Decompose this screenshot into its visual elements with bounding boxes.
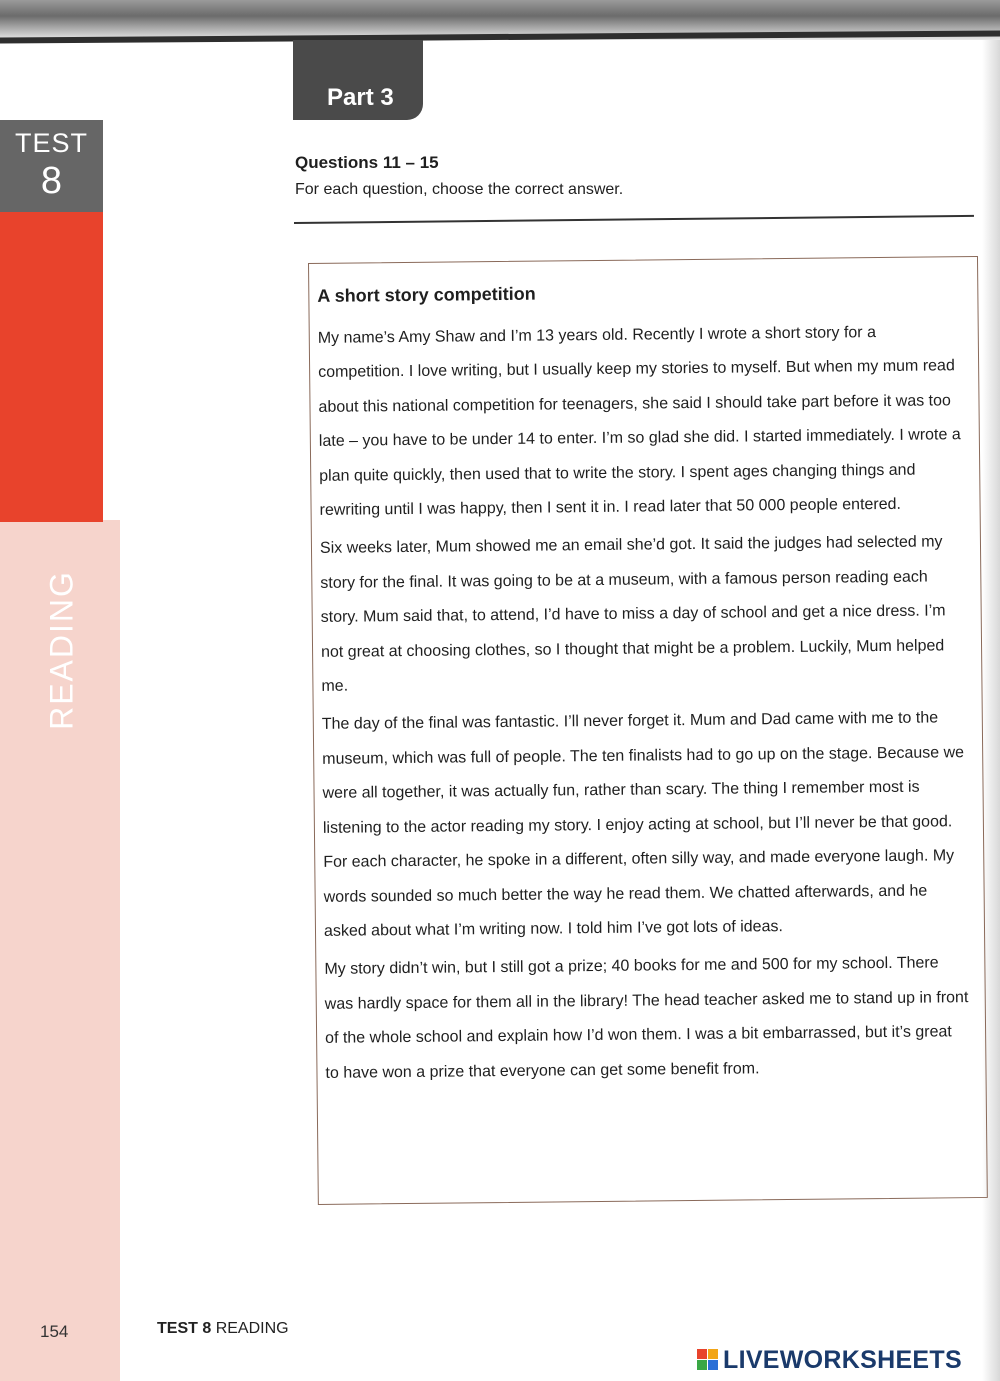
story-title: A short story competition — [317, 283, 536, 306]
part-tab — [293, 40, 423, 120]
liveworksheets-brand[interactable] — [697, 1345, 962, 1375]
part-label: Part 3 — [327, 84, 394, 111]
running-footer — [157, 1320, 289, 1338]
section-label-vertical: READING — [43, 570, 80, 730]
story-paragraph-4: My story didn’t win, but I still got a prize; 40 books for me and 500 for my school. There was hardly space for them all in the library! The head teacher asked me to stand up in front of the whole school and explain how I’d won them. I was a bit embarrassed, but it’s great to have won a prize that everyone can get some benefit from. — [324, 954, 969, 1082]
story-paragraph-1: My name’s Amy Shaw and I’m 13 years old. Recently I wrote a short story for a competition. I love writing, but I usually keep my stories to myself. But when my mum read about this national competition for teenagers, she said I should take part before it was too late – you have to be under 14 to enter. I’m so glad she did. I started immediately. I wrote a plan quite quickly, then used that to write the story. I spent ages changing things and rewriting until I was happy, then I sent it in. I read later that 50 000 people entered. — [317, 324, 961, 519]
test-number: 8 — [40, 160, 63, 202]
story-text — [318, 315, 970, 1095]
liveworksheets-logo-icon — [697, 1349, 719, 1371]
test-label: TEST — [14, 128, 88, 158]
footer-section-label: READING — [215, 1320, 289, 1337]
story-paragraph-2: Six weeks later, Mum showed me an email she’d got. It said the judges had selected my story for the final. It was going to be at a museum, with a famous person reading each story. Mum said that, to attend, I’d have to miss a day of school and get a nice dress. I’m not great at choosing clothes, so I thought that might be a problem. Luckily, Mum helped me. — [319, 533, 946, 695]
questions-heading: Questions 11 – 15 — [295, 153, 439, 172]
footer-test-label: TEST 8 — [157, 1320, 212, 1337]
story-paragraph-3: The day of the final was fantastic. I’ll never forget it. Mum and Dad came with me to the museum, which was full of people. The ten finalists had to go up on the stage. Because we were all together, it was actually fun, rather than scary. The thing I remember most is listening to the actor reading my story. I enjoy acting at school, but I’ll never be that good. For each character, he spoke in a different, often silly way, and made everyone laugh. My words sounded so much better the way he read them. We chatted afterwards, and he asked about what I’m writing now. I told him I’ve got lots of ideas. — [321, 709, 965, 940]
scan-top-edge — [0, 0, 1000, 40]
divider-rule — [294, 215, 974, 224]
brand-name: LIVEWORKSHEETS — [723, 1345, 962, 1374]
sidebar-red-band — [0, 210, 103, 730]
questions-instruction: For each question, choose the correct answer. — [295, 181, 624, 198]
test-badge — [0, 120, 103, 212]
story-box — [308, 256, 988, 1205]
page-number: 154 — [40, 1322, 69, 1341]
